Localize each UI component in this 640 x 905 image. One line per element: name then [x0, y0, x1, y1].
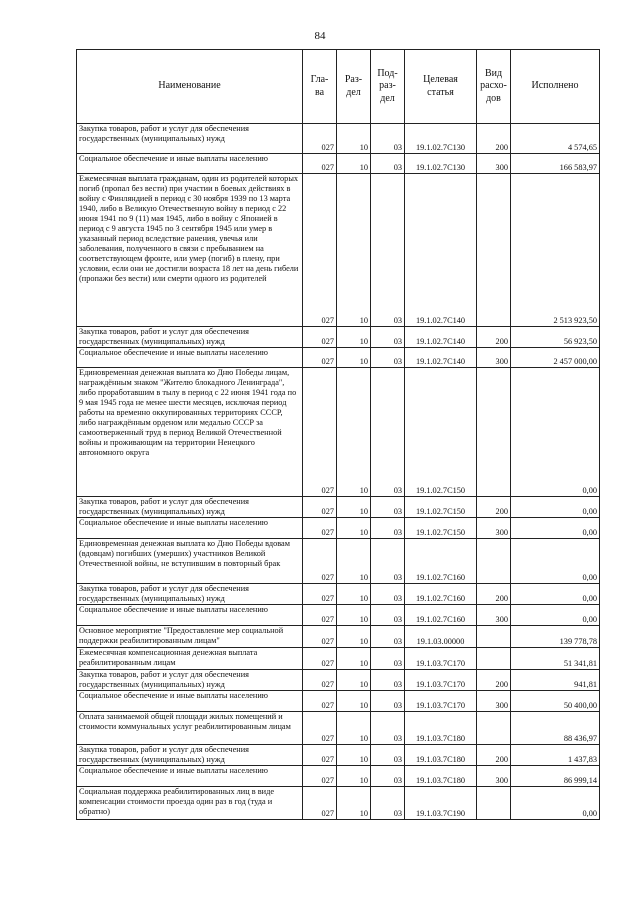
- row-subsection: 03: [371, 348, 405, 368]
- row-name: Социальное обеспечение и иные выплаты населению: [77, 348, 303, 368]
- row-section: 10: [337, 174, 371, 327]
- row-subsection: 03: [371, 154, 405, 174]
- header-subsection: Под- раз- дел: [371, 50, 405, 124]
- row-name: Социальное обеспечение и иные выплаты населению: [77, 691, 303, 712]
- table-row: [77, 124, 600, 154]
- row-target: 19.1.02.7С160: [405, 539, 477, 584]
- row-section: 10: [337, 368, 371, 497]
- expenditure-table: [76, 49, 600, 820]
- row-section: 10: [337, 518, 371, 539]
- table-body: [77, 124, 600, 820]
- row-chapter: 027: [303, 787, 337, 820]
- row-subsection: 03: [371, 539, 405, 584]
- row-target: 19.1.02.7С140: [405, 174, 477, 327]
- row-chapter: 027: [303, 518, 337, 539]
- row-name: Закупка товаров, работ и услуг для обеспечения государственных (муниципальных) нужд: [77, 124, 303, 154]
- table-row: [77, 348, 600, 368]
- table-header-row: [77, 50, 600, 124]
- row-target: 19.1.02.7С140: [405, 327, 477, 348]
- table-row: [77, 712, 600, 745]
- header-section: Раз- дел: [337, 50, 371, 124]
- row-subsection: 03: [371, 327, 405, 348]
- row-amount: 0,00: [511, 605, 600, 626]
- row-section: 10: [337, 787, 371, 820]
- header-expense-type: Вид расхо- дов: [477, 50, 511, 124]
- row-chapter: 027: [303, 766, 337, 787]
- row-name: Оплата занимаемой общей площади жилых помещений и стоимости коммунальных услуг реабилитированным лицам: [77, 712, 303, 745]
- row-section: 10: [337, 648, 371, 670]
- row-target: 19.1.03.00000: [405, 626, 477, 648]
- row-name: Единовременная денежная выплата ко Дню Победы вдовам (вдовцам) погибших (умерших) участников Великой Отечественной войны, не вступившим в повторный брак: [77, 539, 303, 584]
- row-expense-type: 200: [477, 745, 511, 766]
- row-section: 10: [337, 691, 371, 712]
- row-expense-type: 200: [477, 327, 511, 348]
- table-row: [77, 539, 600, 584]
- row-expense-type: 200: [477, 124, 511, 154]
- row-amount: 0,00: [511, 368, 600, 497]
- table-row: [77, 691, 600, 712]
- row-section: 10: [337, 712, 371, 745]
- row-expense-type: 300: [477, 766, 511, 787]
- row-section: 10: [337, 745, 371, 766]
- row-chapter: 027: [303, 124, 337, 154]
- table-row: [77, 648, 600, 670]
- header-name: Наименование: [77, 50, 303, 124]
- row-target: 19.1.03.7С190: [405, 787, 477, 820]
- row-chapter: 027: [303, 154, 337, 174]
- header-chapter: Гла- ва: [303, 50, 337, 124]
- row-chapter: 027: [303, 626, 337, 648]
- row-amount: 50 400,00: [511, 691, 600, 712]
- header-executed: Исполнено: [511, 50, 600, 124]
- row-amount: 0,00: [511, 584, 600, 605]
- row-name: Ежемесячная компенсационная денежная выплата реабилитированным лицам: [77, 648, 303, 670]
- row-chapter: 027: [303, 327, 337, 348]
- row-name: Единовременная денежная выплата ко Дню Победы лицам, награждённым знаком "Жителю блокадного Ленинграда", либо проработавшим в тылу в период с 22 июня 1941 года по 9 мая 1945 года не менее шести месяцев, исключая период работы на временно оккупированных территориях СССР, либо награждённым орденом или медалью СССР за самоотверженный труд в период Великой Отечественной войны и проживающим на территории Ненецкого автономного округа: [77, 368, 303, 497]
- row-amount: 56 923,50: [511, 327, 600, 348]
- row-expense-type: [477, 539, 511, 584]
- row-chapter: 027: [303, 584, 337, 605]
- row-subsection: 03: [371, 124, 405, 154]
- row-chapter: 027: [303, 497, 337, 518]
- row-section: 10: [337, 670, 371, 691]
- row-expense-type: 300: [477, 691, 511, 712]
- row-expense-type: [477, 648, 511, 670]
- row-target: 19.1.02.7С150: [405, 368, 477, 497]
- row-name: Социальная поддержка реабилитированных лиц в виде компенсации стоимости проезда один раз в год (туда и обратно): [77, 787, 303, 820]
- row-amount: 51 341,81: [511, 648, 600, 670]
- table-row: [77, 766, 600, 787]
- row-target: 19.1.03.7С170: [405, 648, 477, 670]
- row-subsection: 03: [371, 605, 405, 626]
- table-row: [77, 368, 600, 497]
- row-target: 19.1.02.7С160: [405, 584, 477, 605]
- row-chapter: 027: [303, 648, 337, 670]
- row-target: 19.1.02.7С160: [405, 605, 477, 626]
- row-section: 10: [337, 605, 371, 626]
- row-section: 10: [337, 539, 371, 584]
- row-section: 10: [337, 626, 371, 648]
- row-expense-type: 300: [477, 348, 511, 368]
- row-target: 19.1.03.7С170: [405, 691, 477, 712]
- row-subsection: 03: [371, 648, 405, 670]
- row-subsection: 03: [371, 745, 405, 766]
- row-amount: 4 574,65: [511, 124, 600, 154]
- table-row: [77, 584, 600, 605]
- table-row: [77, 327, 600, 348]
- row-target: 19.1.03.7С180: [405, 712, 477, 745]
- table-row: [77, 174, 600, 327]
- table-row: [77, 605, 600, 626]
- row-name: Ежемесячная выплата гражданам, один из родителей которых погиб (пропал без вести) при участии в боевых действиях в войну с Финляндией в период с 30 ноября 1939 по 13 марта 1940, либо в Великую Отечественную войну в период с 22 июня 1941 по 9 (11) мая 1945, либо в войну с Японией в период с 9 августа 1945 по 3 сентября 1945 или умер в указанный период вследствие ранения, увечья или заболевания, полученного в связи с пребыванием на соответствующем фронте, или умер (погиб) в плену, при условии, если они не достигли возраста 18 лет на день гибели (пропажи без вести) или смерти одного из родителей: [77, 174, 303, 327]
- row-name: Социальное обеспечение и иные выплаты населению: [77, 605, 303, 626]
- row-section: 10: [337, 154, 371, 174]
- row-name: Социальное обеспечение и иные выплаты населению: [77, 518, 303, 539]
- row-chapter: 027: [303, 712, 337, 745]
- row-target: 19.1.03.7С170: [405, 670, 477, 691]
- row-subsection: 03: [371, 518, 405, 539]
- row-amount: 139 778,78: [511, 626, 600, 648]
- row-subsection: 03: [371, 787, 405, 820]
- table-row: [77, 154, 600, 174]
- row-name: Закупка товаров, работ и услуг для обеспечения государственных (муниципальных) нужд: [77, 745, 303, 766]
- row-subsection: 03: [371, 712, 405, 745]
- row-expense-type: [477, 174, 511, 327]
- row-expense-type: [477, 712, 511, 745]
- row-subsection: 03: [371, 497, 405, 518]
- row-chapter: 027: [303, 368, 337, 497]
- row-target: 19.1.03.7С180: [405, 745, 477, 766]
- row-amount: 0,00: [511, 518, 600, 539]
- row-amount: 0,00: [511, 787, 600, 820]
- row-section: 10: [337, 327, 371, 348]
- row-chapter: 027: [303, 670, 337, 691]
- row-amount: 0,00: [511, 497, 600, 518]
- row-name: Закупка товаров, работ и услуг для обеспечения государственных (муниципальных) нужд: [77, 584, 303, 605]
- row-amount: 2 513 923,50: [511, 174, 600, 327]
- row-target: 19.1.02.7С140: [405, 348, 477, 368]
- row-chapter: 027: [303, 745, 337, 766]
- row-subsection: 03: [371, 584, 405, 605]
- row-target: 19.1.02.7С130: [405, 124, 477, 154]
- table-row: [77, 745, 600, 766]
- row-section: 10: [337, 124, 371, 154]
- table-row: [77, 626, 600, 648]
- row-amount: 0,00: [511, 539, 600, 584]
- row-amount: 2 457 000,00: [511, 348, 600, 368]
- row-name: Основное мероприятие "Предоставление мер социальной поддержки реабилитированным лицам": [77, 626, 303, 648]
- row-target: 19.1.03.7С180: [405, 766, 477, 787]
- row-expense-type: [477, 787, 511, 820]
- row-expense-type: 200: [477, 584, 511, 605]
- row-amount: 1 437,83: [511, 745, 600, 766]
- row-expense-type: [477, 626, 511, 648]
- row-expense-type: 300: [477, 154, 511, 174]
- row-subsection: 03: [371, 174, 405, 327]
- row-name: Социальное обеспечение и иные выплаты населению: [77, 766, 303, 787]
- row-section: 10: [337, 497, 371, 518]
- row-expense-type: [477, 368, 511, 497]
- table-row: [77, 497, 600, 518]
- row-subsection: 03: [371, 670, 405, 691]
- row-chapter: 027: [303, 348, 337, 368]
- row-section: 10: [337, 584, 371, 605]
- row-chapter: 027: [303, 605, 337, 626]
- header-target: Целевая статья: [405, 50, 477, 124]
- row-expense-type: 200: [477, 497, 511, 518]
- row-subsection: 03: [371, 691, 405, 712]
- table-row: [77, 787, 600, 820]
- row-subsection: 03: [371, 766, 405, 787]
- row-target: 19.1.02.7С150: [405, 518, 477, 539]
- row-section: 10: [337, 348, 371, 368]
- row-name: Закупка товаров, работ и услуг для обеспечения государственных (муниципальных) нужд: [77, 327, 303, 348]
- table-row: [77, 670, 600, 691]
- row-chapter: 027: [303, 174, 337, 327]
- page-number: 84: [314, 30, 326, 42]
- row-expense-type: 300: [477, 605, 511, 626]
- row-subsection: 03: [371, 368, 405, 497]
- table-row: [77, 518, 600, 539]
- row-section: 10: [337, 766, 371, 787]
- row-expense-type: 300: [477, 518, 511, 539]
- row-expense-type: 200: [477, 670, 511, 691]
- row-chapter: 027: [303, 691, 337, 712]
- row-target: 19.1.02.7С150: [405, 497, 477, 518]
- row-chapter: 027: [303, 539, 337, 584]
- row-amount: 166 583,97: [511, 154, 600, 174]
- row-subsection: 03: [371, 626, 405, 648]
- row-amount: 941,81: [511, 670, 600, 691]
- row-amount: 86 999,14: [511, 766, 600, 787]
- row-amount: 88 436,97: [511, 712, 600, 745]
- row-name: Социальное обеспечение и иные выплаты населению: [77, 154, 303, 174]
- row-name: Закупка товаров, работ и услуг для обеспечения государственных (муниципальных) нужд: [77, 497, 303, 518]
- row-name: Закупка товаров, работ и услуг для обеспечения государственных (муниципальных) нужд: [77, 670, 303, 691]
- row-target: 19.1.02.7С130: [405, 154, 477, 174]
